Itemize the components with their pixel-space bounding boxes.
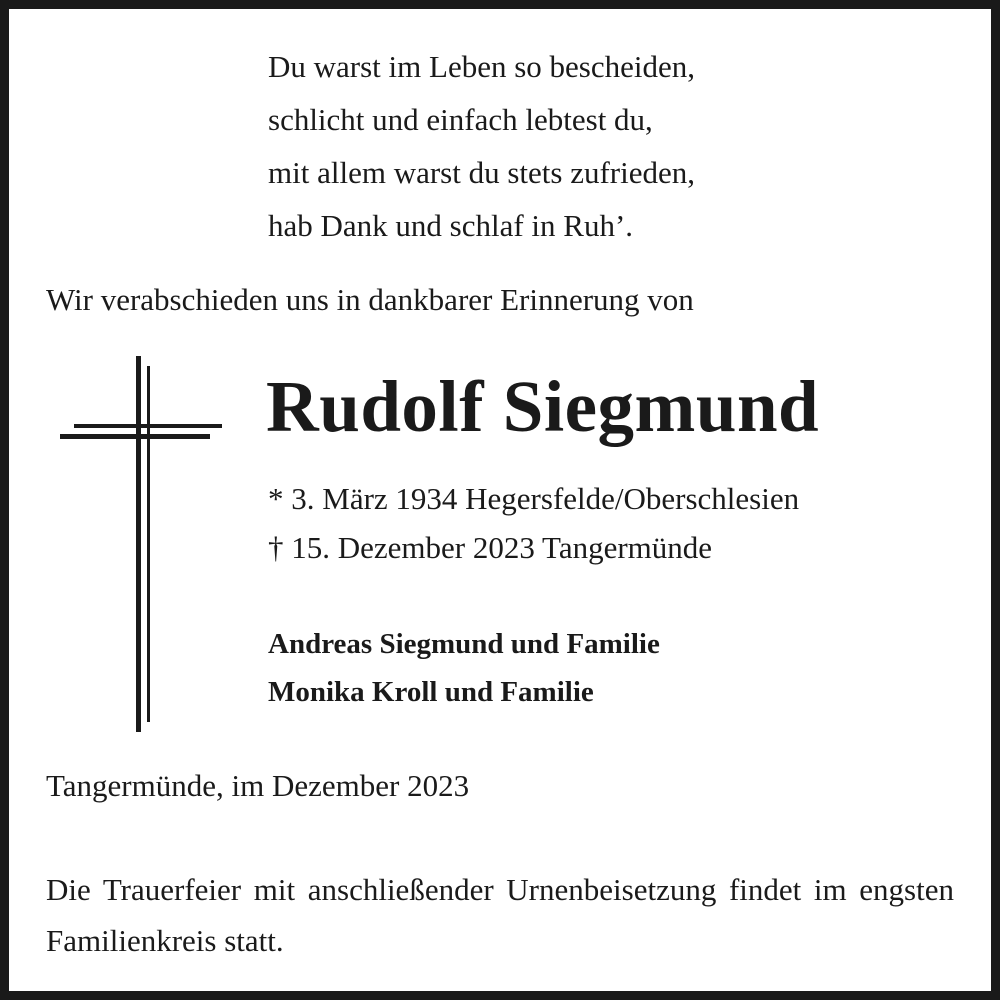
family-member: Andreas Siegmund und Familie xyxy=(268,628,660,660)
poem-line: hab Dank und schlaf in Ruh’. xyxy=(268,208,634,243)
family-member: Monika Kroll und Familie xyxy=(268,676,594,708)
deceased-name: Rudolf Siegmund xyxy=(266,366,820,447)
place-date: Tangermünde, im Dezember 2023 xyxy=(46,768,470,803)
poem-line: Du warst im Leben so bescheiden, xyxy=(268,49,695,84)
life-dates xyxy=(268,474,799,572)
intro-text: Wir verabschieden uns in dankbarer Erinnerung von xyxy=(46,282,694,317)
cross-icon xyxy=(58,356,228,736)
birth-date: * 3. März 1934 Hegersfelde/Oberschlesien xyxy=(268,481,800,516)
funeral-notice: Die Trauerfeier mit anschließender Urnenbeisetzung findet im engsten Familienkreis statt. xyxy=(46,872,954,958)
poem xyxy=(268,40,695,252)
family-list xyxy=(268,620,660,716)
death-date: † 15. Dezember 2023 Tangermünde xyxy=(268,530,713,565)
poem-line: mit allem warst du stets zufrieden, xyxy=(268,155,695,190)
poem-line: schlicht und einfach lebtest du, xyxy=(268,102,653,137)
